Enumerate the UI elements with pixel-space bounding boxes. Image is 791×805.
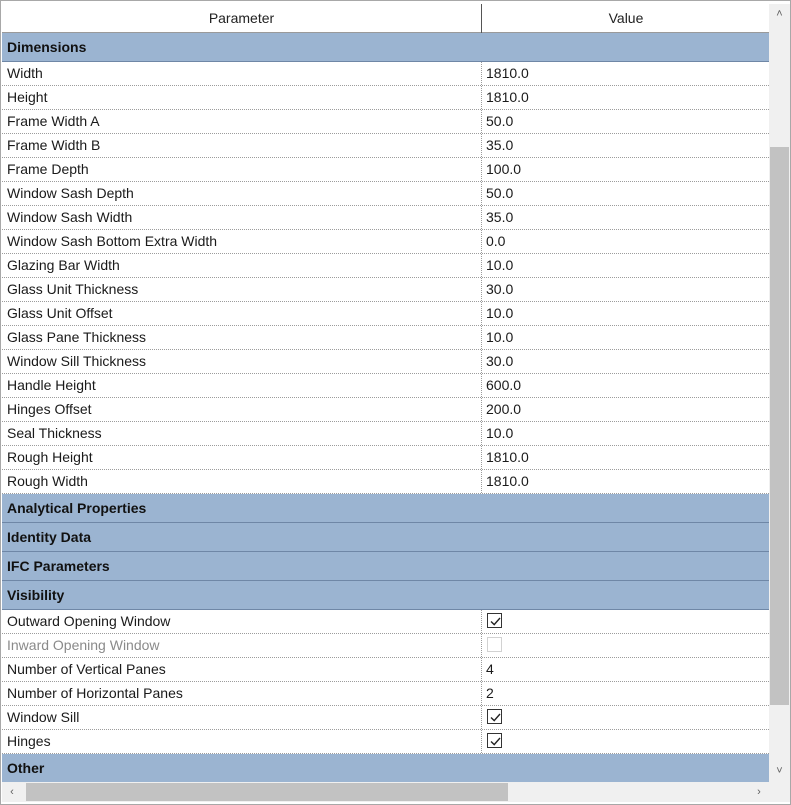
group-visibility[interactable]: Visibility [2, 581, 769, 610]
property-row[interactable] [2, 326, 769, 350]
parameter-checkbox-cell [483, 610, 769, 633]
property-row[interactable] [2, 134, 769, 158]
group-other[interactable]: Other [2, 754, 769, 782]
horizontal-scroll-thumb[interactable] [26, 783, 508, 801]
parameter-name: Glass Unit Thickness [2, 278, 482, 301]
parameter-name: Frame Depth [2, 158, 482, 181]
property-row[interactable] [2, 446, 769, 470]
property-row[interactable] [2, 398, 769, 422]
scrollbar-corner [769, 782, 790, 802]
parameter-name: Handle Height [2, 374, 482, 397]
parameter-value[interactable]: 10.0 [486, 257, 514, 273]
parameter-value[interactable]: 200.0 [486, 401, 522, 417]
parameter-name: Width [2, 62, 482, 85]
property-row[interactable] [2, 110, 769, 134]
property-row[interactable] [2, 374, 769, 398]
property-row[interactable] [2, 158, 769, 182]
group-identity-data[interactable]: Identity Data [2, 523, 769, 552]
parameter-name: Window Sash Depth [2, 182, 482, 205]
column-header [2, 4, 769, 33]
parameter-name: Height [2, 86, 482, 109]
property-row[interactable] [2, 302, 769, 326]
chevron-down-icon[interactable]: ˅ [776, 765, 783, 777]
parameter-name: Window Sash Bottom Extra Width [2, 230, 482, 253]
property-row[interactable] [2, 470, 769, 494]
property-row[interactable] [2, 182, 769, 206]
checkmark-icon [489, 711, 502, 724]
chevron-right-icon[interactable]: › [757, 786, 761, 798]
group-dimensions[interactable]: Dimensions [2, 33, 769, 62]
visibility-rows [2, 610, 769, 754]
property-row[interactable] [2, 730, 769, 754]
parameter-value[interactable]: 10.0 [486, 305, 514, 321]
property-row[interactable] [2, 254, 769, 278]
parameter-name: Glass Unit Offset [2, 302, 482, 325]
parameter-value[interactable]: 2 [486, 685, 494, 701]
value-column-header[interactable]: Value [608, 10, 644, 26]
chevron-up-icon[interactable]: ˄ [776, 8, 783, 20]
parameter-name: Outward Opening Window [2, 610, 482, 633]
property-row[interactable] [2, 706, 769, 730]
parameter-name: Window Sill [2, 706, 482, 729]
chevron-left-icon[interactable]: ‹ [10, 786, 14, 798]
checkmark-icon [489, 735, 502, 748]
horizontal-scrollbar[interactable] [2, 782, 769, 802]
parameter-value[interactable]: 35.0 [486, 209, 514, 225]
parameter-checkbox [487, 637, 502, 652]
property-row[interactable] [2, 634, 769, 658]
parameter-checkbox[interactable] [487, 613, 502, 628]
group-analytical-properties[interactable]: Analytical Properties [2, 494, 769, 523]
parameter-name: Hinges Offset [2, 398, 482, 421]
parameter-name: Number of Horizontal Panes [2, 682, 482, 705]
vertical-scroll-thumb[interactable] [770, 147, 789, 705]
parameter-name: Glazing Bar Width [2, 254, 482, 277]
parameter-value[interactable]: 1810.0 [486, 89, 529, 105]
parameter-name: Rough Height [2, 446, 482, 469]
parameter-name: Frame Width B [2, 134, 482, 157]
parameter-value[interactable]: 50.0 [486, 185, 514, 201]
parameter-name: Window Sill Thickness [2, 350, 482, 373]
property-row[interactable] [2, 350, 769, 374]
dimensions-rows [2, 62, 769, 494]
parameter-value[interactable]: 100.0 [486, 161, 522, 177]
parameter-value[interactable]: 4 [486, 661, 494, 677]
parameter-value[interactable]: 30.0 [486, 353, 514, 369]
parameter-name: Rough Width [2, 470, 482, 493]
parameter-checkbox[interactable] [487, 709, 502, 724]
parameter-value[interactable]: 0.0 [486, 233, 506, 249]
property-row[interactable] [2, 682, 769, 706]
parameter-name: Seal Thickness [2, 422, 482, 445]
parameter-name: Window Sash Width [2, 206, 482, 229]
parameter-value[interactable]: 30.0 [486, 281, 514, 297]
property-row[interactable] [2, 206, 769, 230]
parameter-name: Frame Width A [2, 110, 482, 133]
parameter-value[interactable]: 1810.0 [486, 473, 529, 489]
property-row[interactable] [2, 658, 769, 682]
property-row[interactable] [2, 62, 769, 86]
parameter-name: Glass Pane Thickness [2, 326, 482, 349]
property-grid [2, 33, 769, 782]
vertical-scrollbar[interactable] [769, 4, 790, 782]
parameter-name: Number of Vertical Panes [2, 658, 482, 681]
parameter-column-header[interactable]: Parameter [2, 4, 482, 33]
parameter-value[interactable]: 50.0 [486, 113, 514, 129]
parameter-checkbox[interactable] [487, 733, 502, 748]
checkmark-icon [489, 615, 502, 628]
group-ifc-parameters[interactable]: IFC Parameters [2, 552, 769, 581]
property-row[interactable] [2, 278, 769, 302]
property-row[interactable] [2, 422, 769, 446]
parameter-name: Hinges [2, 730, 482, 753]
property-row[interactable] [2, 86, 769, 110]
parameter-value[interactable]: 10.0 [486, 425, 514, 441]
property-row[interactable] [2, 230, 769, 254]
parameter-value[interactable]: 1810.0 [486, 65, 529, 81]
parameter-checkbox-cell [483, 634, 769, 657]
parameter-checkbox-cell [483, 706, 769, 729]
parameter-value[interactable]: 10.0 [486, 329, 514, 345]
parameter-value[interactable]: 600.0 [486, 377, 522, 393]
parameter-checkbox-cell [483, 730, 769, 753]
parameter-name: Inward Opening Window [2, 634, 482, 657]
property-row[interactable] [2, 610, 769, 634]
parameter-value[interactable]: 1810.0 [486, 449, 529, 465]
parameter-value[interactable]: 35.0 [486, 137, 514, 153]
